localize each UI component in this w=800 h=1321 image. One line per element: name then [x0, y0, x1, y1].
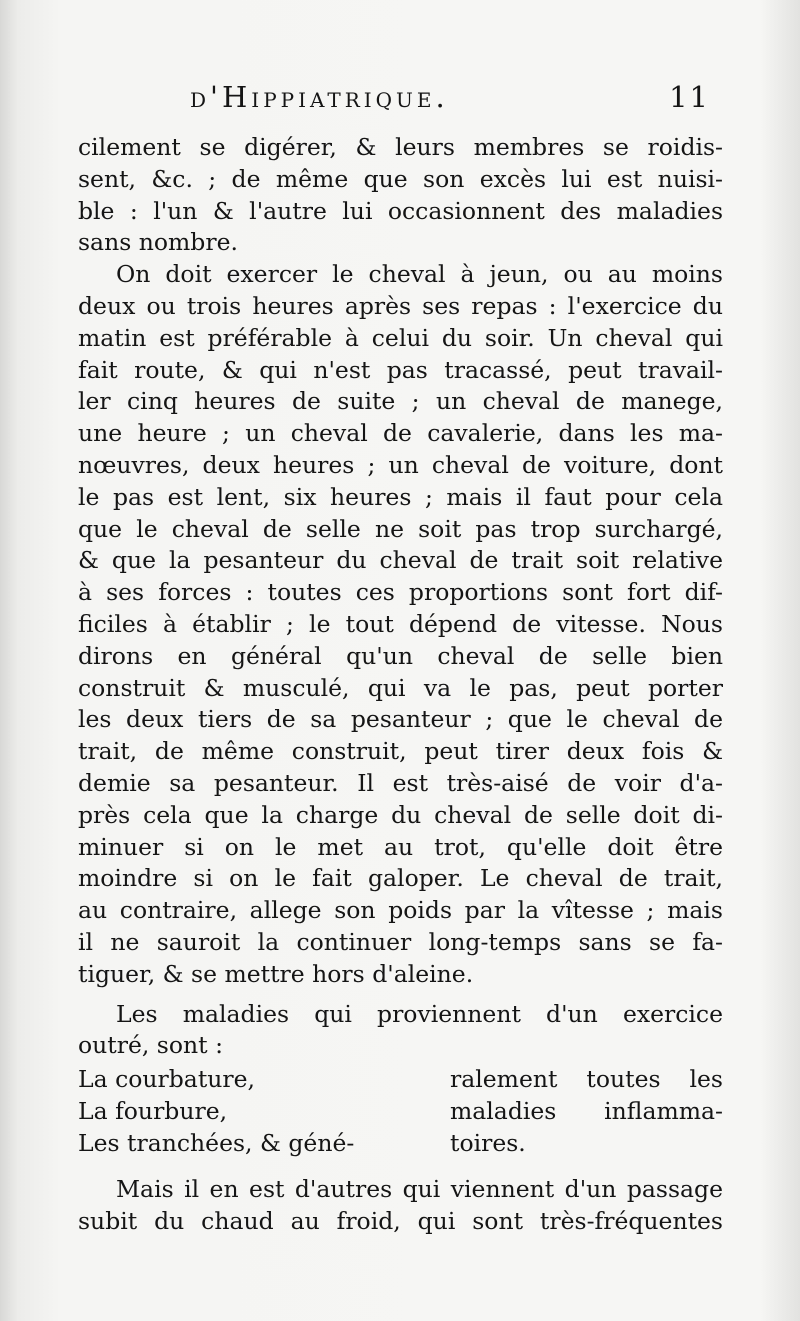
text-line: demie sa pesanteur. Il est très-aisé de voir d'a-	[78, 768, 723, 797]
text-line: Mais il en est d'autres qui viennent d'un passage	[116, 1175, 723, 1204]
text-line: sans nombre.	[78, 228, 238, 257]
list-item: La fourbure,	[78, 1096, 228, 1125]
text-line: outré, sont :	[78, 1031, 223, 1060]
disease-list	[78, 1064, 723, 1162]
text-line: On doit exercer le cheval à jeun, ou au moins	[116, 260, 723, 289]
text-line: trait, de même construit, peut tirer deux fois &	[78, 737, 723, 766]
text-line: minuer si on le met au trot, qu'elle doit être	[78, 832, 723, 861]
running-title: d'Hippiatrique.	[190, 80, 449, 114]
disease-list-right-column	[450, 1064, 723, 1159]
text-line: sent, &c. ; de même que son excès lui est nuisi-	[78, 164, 723, 193]
paragraph-3	[78, 999, 723, 1063]
text-line: & que la pesanteur du cheval de trait soit relative	[78, 546, 723, 575]
text-line: au contraire, allege son poids par la vîtesse ; mais	[78, 896, 723, 925]
text-line: dirons en général qu'un cheval de selle bien	[78, 641, 723, 670]
text-line: fait route, & qui n'est pas tracassé, peut travail-	[78, 355, 723, 384]
text-line: que le cheval de selle ne soit pas trop surchargé,	[78, 514, 723, 543]
page-header	[190, 80, 710, 124]
paragraph-4	[78, 1174, 723, 1238]
text-line: ble : l'un & l'autre lui occasionnent des maladies	[78, 196, 723, 225]
spacer	[78, 1162, 723, 1174]
list-item: Les tranchées, & géné-	[78, 1128, 355, 1157]
text-line: une heure ; un cheval de cavalerie, dans les ma-	[78, 419, 723, 448]
text-line: Les maladies qui proviennent d'un exercice	[116, 999, 723, 1028]
spacer	[78, 991, 723, 999]
text-line: ficiles à établir ; le tout dépend de vitesse. Nous	[78, 609, 723, 638]
list-item: La courbature,	[78, 1065, 256, 1094]
paragraph-2	[78, 259, 723, 990]
body-text	[78, 132, 723, 1238]
text-line: moindre si on le fait galoper. Le cheval de trait,	[78, 864, 723, 893]
text-line: matin est préférable à celui du soir. Un cheval qui	[78, 323, 723, 352]
text-line: les deux tiers de sa pesanteur ; que le cheval de	[78, 705, 723, 734]
text-line: deux ou trois heures après ses repas : l'exercice du	[78, 291, 723, 320]
text-line: nœuvres, deux heures ; un cheval de voiture, dont	[78, 450, 723, 479]
paragraph-1	[78, 132, 723, 259]
text-line: il ne sauroit la continuer long-temps sans se fa-	[78, 927, 723, 956]
text-line: construit & musculé, qui va le pas, peut porter	[78, 673, 723, 702]
list-item: maladies inflamma-	[450, 1096, 723, 1125]
text-line: près cela que la charge du cheval de selle doit di-	[78, 800, 723, 829]
disease-list-left-column	[78, 1064, 388, 1159]
text-line: le pas est lent, six heures ; mais il faut pour cela	[78, 482, 723, 511]
list-item: toires.	[450, 1128, 526, 1157]
text-line: cilement se digérer, & leurs membres se roidis-	[78, 133, 723, 161]
text-line: tiguer, & se mettre hors d'aleine.	[78, 959, 474, 988]
list-item: ralement toutes les	[450, 1065, 723, 1094]
page-number: 11	[669, 80, 710, 114]
text-line: subit du chaud au froid, qui sont très-fréquentes	[78, 1206, 723, 1235]
text-line: ler cinq heures de suite ; un cheval de manege,	[78, 387, 723, 416]
text-line: à ses forces : toutes ces proportions sont fort dif-	[78, 578, 723, 607]
